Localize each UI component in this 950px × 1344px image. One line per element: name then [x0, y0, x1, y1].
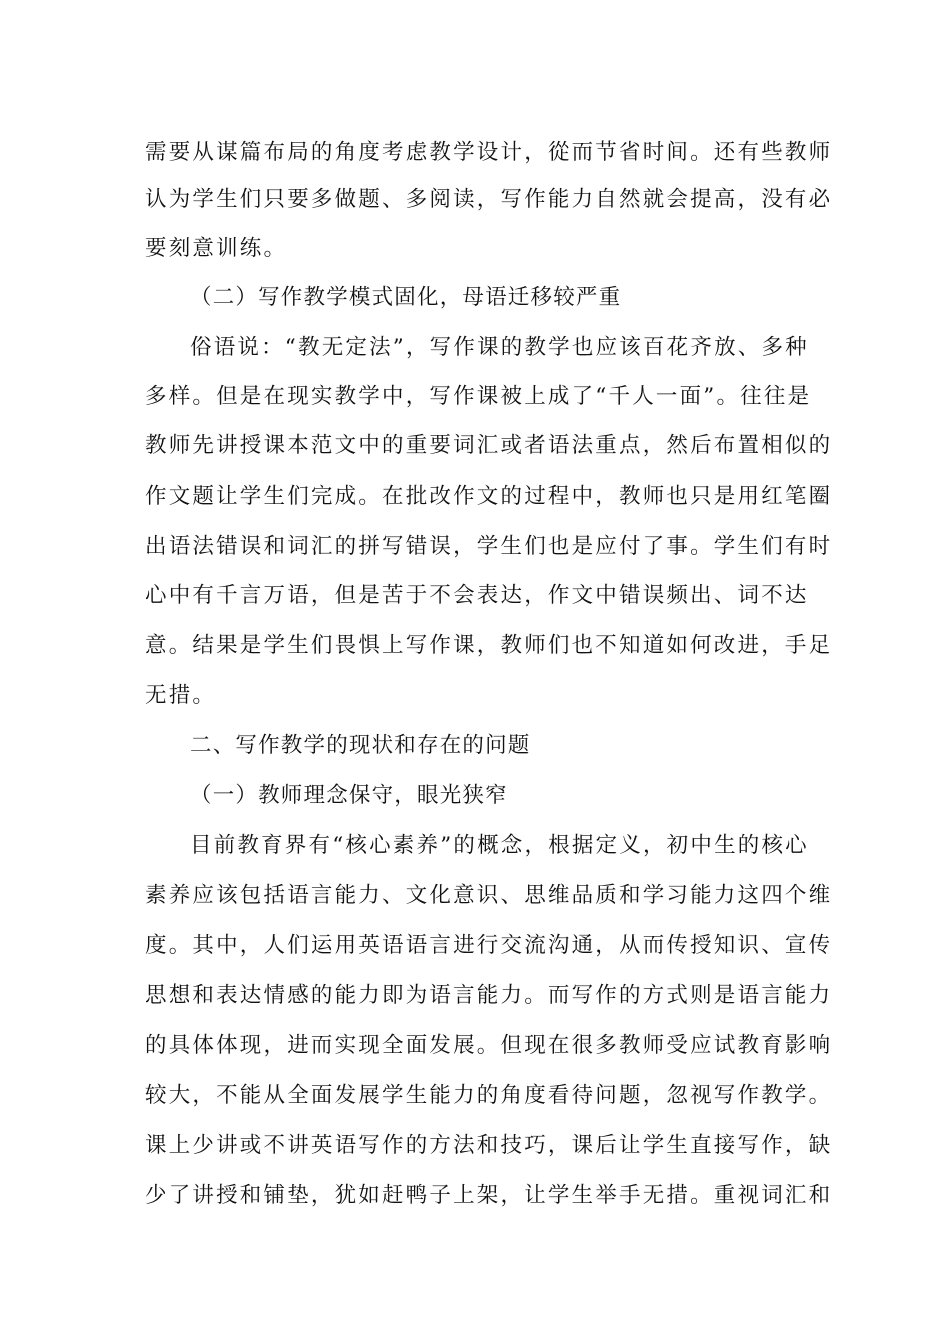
body-text-line: 要刻意训练。 [145, 236, 288, 261]
body-text-line: 心中有千言万语，但是苦于不会表达，作文中错误频出、词不达 [145, 583, 809, 608]
subsection-heading: （一）教师理念保守，眼光狭窄 [190, 783, 508, 808]
body-text-line: 思想和表达情感的能力即为语言能力。而写作的方式则是语言能力 [145, 983, 833, 1008]
body-text-line: 认为学生们只要多做题、多阅读，写作能力自然就会提高，没有必 [145, 187, 833, 212]
body-text-line: 教师先讲授课本范文中的重要词汇或者语法重点，然后布置相似的 [145, 433, 833, 458]
body-text-line: 的具体体现，进而实现全面发展。但现在很多教师受应试教育影响 [145, 1033, 833, 1058]
section-heading: （二）写作教学模式固化，母语迁移较严重 [190, 285, 622, 310]
body-text-line: 课上少讲或不讲英语写作的方法和技巧，课后让学生直接写作，缺 [145, 1133, 833, 1158]
body-text-line: 作文题让学生们完成。在批改作文的过程中，教师也只是用红笔圈 [145, 484, 833, 509]
body-text-line: 目前教育界有“核心素养”的概念，根据定义，初中生的核心 [190, 833, 809, 858]
body-text-line: 无措。 [145, 683, 217, 708]
body-text-line: 度。其中，人们运用英语语言进行交流沟通，从而传授知识、宣传 [145, 933, 833, 958]
section-heading: 二、写作教学的现状和存在的问题 [190, 733, 531, 758]
body-text-line: 出语法错误和词汇的拼写错误，学生们也是应付了事。学生们有时 [145, 534, 833, 559]
body-text-line: 素养应该包括语言能力、文化意识、思维品质和学习能力这四个维 [145, 883, 833, 908]
body-text-line: 多样。但是在现实教学中，写作课被上成了“千人一面”。往往是 [145, 384, 812, 409]
body-text-line: 少了讲授和铺垫，犹如赶鸭子上架，让学生举手无措。重视词汇和 [145, 1183, 833, 1208]
body-text-line: 俗语说：“教无定法”，写作课的教学也应该百花齐放、多种 [190, 335, 809, 360]
body-text-line: 较大，不能从全面发展学生能力的角度看待问题，忽视写作教学。 [145, 1083, 833, 1108]
body-text-line: 意。结果是学生们畏惧上写作课，教师们也不知道如何改进，手足 [145, 633, 833, 658]
body-text-line: 需要从谋篇布局的角度考虑教学设计，從而节省时间。还有些教师 [145, 140, 833, 165]
